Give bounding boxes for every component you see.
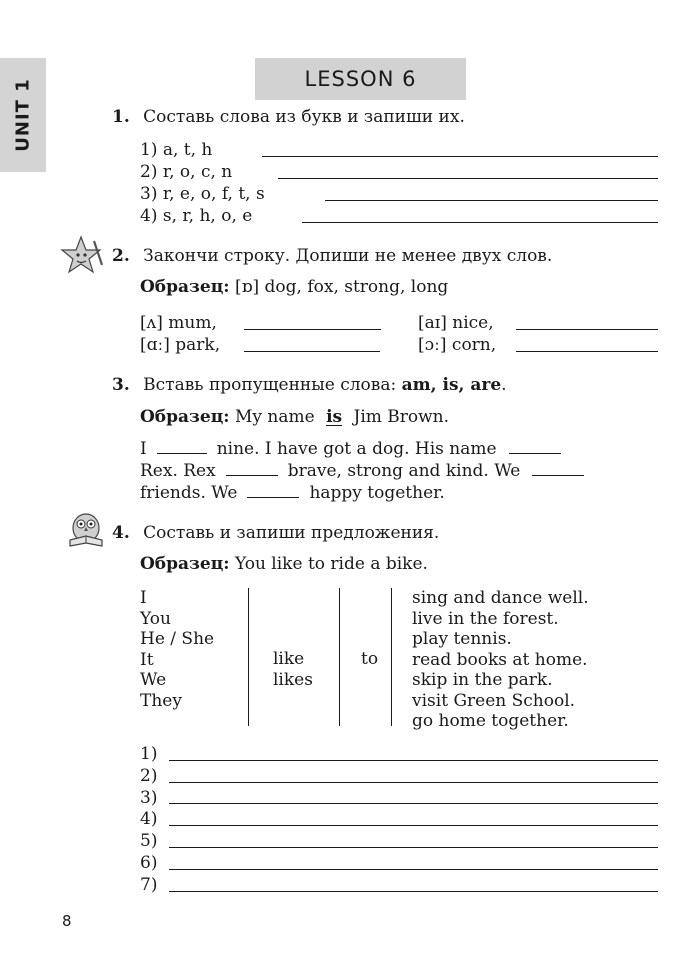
- ex1-item-4: 4) s, r, h, o, e: [140, 206, 253, 226]
- ex3-sample: [140, 407, 449, 427]
- ex2-sample-label: Образец:: [140, 277, 230, 297]
- ex4-answer-line-3[interactable]: [169, 803, 658, 804]
- lesson-title: LESSON 6: [255, 58, 466, 100]
- exercise-1-instruction: Составь слова из букв и запиши их.: [143, 107, 465, 127]
- ex4-subjects-column: [140, 588, 214, 711]
- exercise-2-instruction: Закончи строку. Допиши не менее двух слов.: [143, 246, 553, 266]
- ex3-text-5: friends. We: [140, 483, 238, 503]
- subject-item: They: [140, 690, 182, 711]
- ex3-text-3: Rex. Rex: [140, 461, 216, 481]
- verb-item: like: [273, 649, 305, 669]
- exercise-3-words: am, is, are: [401, 375, 502, 395]
- star-pencil-icon: [58, 235, 104, 275]
- ex4-answer-line-5[interactable]: [169, 847, 658, 848]
- exercise-1-header: [112, 107, 465, 127]
- ex4-answer-label-1: 1): [140, 744, 158, 764]
- ex3-line-3: [140, 483, 445, 503]
- ex3-line-1: [140, 439, 565, 459]
- ex1-item-1: 1) a, t, h: [140, 140, 213, 160]
- exercise-4-instruction: Составь и запиши предложения.: [143, 523, 440, 543]
- ex1-answer-line-4[interactable]: [302, 222, 658, 223]
- table-divider-2: [339, 588, 340, 726]
- exercise-3-words-end: .: [501, 375, 507, 395]
- ex3-blank-3[interactable]: [226, 474, 278, 476]
- ending-item: skip in the park.: [412, 670, 553, 690]
- exercise-3-header: [112, 375, 507, 395]
- ending-item: visit Green School.: [412, 690, 576, 711]
- ending-item: read books at home.: [412, 649, 588, 670]
- ex3-text-6: happy together.: [309, 483, 445, 503]
- ex3-sample-pre: My name: [234, 407, 315, 427]
- ex3-blank-2[interactable]: [509, 452, 561, 454]
- exercise-4-number: 4.: [112, 523, 130, 543]
- exercise-3-number: 3.: [112, 375, 130, 395]
- exercise-3-instruction: Вставь пропущенные слова:: [143, 375, 397, 395]
- ex3-text-2: nine. I have got a dog. His name: [216, 439, 497, 459]
- ex1-item-2: 2) r, o, c, n: [140, 162, 233, 182]
- ending-item: live in the forest.: [412, 608, 559, 629]
- ex4-answer-label-6: 6): [140, 853, 158, 873]
- ex4-verbs-column: [273, 649, 313, 690]
- ex3-blank-1[interactable]: [157, 452, 207, 454]
- ending-item: go home together.: [412, 711, 569, 731]
- ex4-sample-text: You like to ride a bike.: [234, 554, 428, 574]
- ending-item: play tennis.: [412, 629, 512, 649]
- ex4-answer-label-3: 3): [140, 788, 158, 808]
- ex4-sample: [140, 554, 428, 574]
- ex2-item-4: [ɔː] corn,: [418, 335, 497, 355]
- ex2-item-3: [aɪ] nice,: [418, 313, 494, 333]
- table-divider-3: [391, 588, 392, 726]
- ex4-answer-line-4[interactable]: [169, 825, 658, 826]
- ex4-sample-label: Образец:: [140, 554, 230, 574]
- ex4-endings-column: [412, 588, 589, 732]
- ex2-item-2: [ɑː] park,: [140, 335, 221, 355]
- exercise-1-number: 1.: [112, 107, 130, 127]
- subject-item: You: [140, 608, 171, 629]
- table-divider-1: [248, 588, 249, 726]
- ex4-answer-label-7: 7): [140, 875, 158, 895]
- ex1-answer-line-3[interactable]: [325, 200, 658, 201]
- ex2-answer-line-1[interactable]: [244, 329, 381, 330]
- ex4-answer-line-2[interactable]: [169, 782, 658, 783]
- exercise-2-header: [112, 246, 552, 266]
- ex3-blank-5[interactable]: [247, 496, 299, 498]
- ex2-sample: [140, 277, 448, 297]
- ex2-sample-text: [ɒ] dog, fox, strong, long: [234, 277, 449, 297]
- ex4-answer-line-7[interactable]: [169, 891, 658, 892]
- ex4-answer-line-6[interactable]: [169, 869, 658, 870]
- ex1-answer-line-2[interactable]: [278, 178, 658, 179]
- ex3-text-4: brave, strong and kind. We: [287, 461, 521, 481]
- owl-book-icon: [64, 508, 108, 550]
- particle-item: to: [361, 649, 379, 669]
- unit-label: UNIT 1: [12, 78, 34, 152]
- ex2-answer-line-3[interactable]: [516, 329, 658, 330]
- ex4-answer-label-2: 2): [140, 766, 158, 786]
- subject-item: We: [140, 670, 167, 690]
- ex4-answer-line-1[interactable]: [169, 760, 658, 761]
- ex4-answer-label-5: 5): [140, 831, 158, 851]
- ex3-line-2: [140, 461, 588, 481]
- ex3-text-1: I: [140, 439, 147, 459]
- ex4-answer-label-4: 4): [140, 809, 158, 829]
- subject-item: He / She: [140, 629, 215, 649]
- subject-item: I: [140, 588, 147, 608]
- ex3-sample-label: Образец:: [140, 407, 230, 427]
- verb-item: likes: [273, 669, 313, 690]
- ex3-blank-4[interactable]: [532, 474, 584, 476]
- exercise-4-header: [112, 523, 439, 543]
- ex1-item-3: 3) r, e, o, f, t, s: [140, 184, 265, 204]
- ex4-particle: [361, 649, 378, 670]
- page-number: 8: [62, 912, 72, 930]
- ex2-item-1: [ʌ] mum,: [140, 313, 217, 333]
- subject-item: It: [140, 649, 154, 670]
- ex3-sample-word: is: [326, 407, 343, 427]
- ending-item: sing and dance well.: [412, 588, 589, 608]
- ex1-answer-line-1[interactable]: [262, 156, 658, 157]
- ex2-answer-line-4[interactable]: [516, 351, 658, 352]
- exercise-2-number: 2.: [112, 246, 130, 266]
- ex3-sample-post: Jim Brown.: [353, 407, 450, 427]
- ex2-answer-line-2[interactable]: [244, 351, 380, 352]
